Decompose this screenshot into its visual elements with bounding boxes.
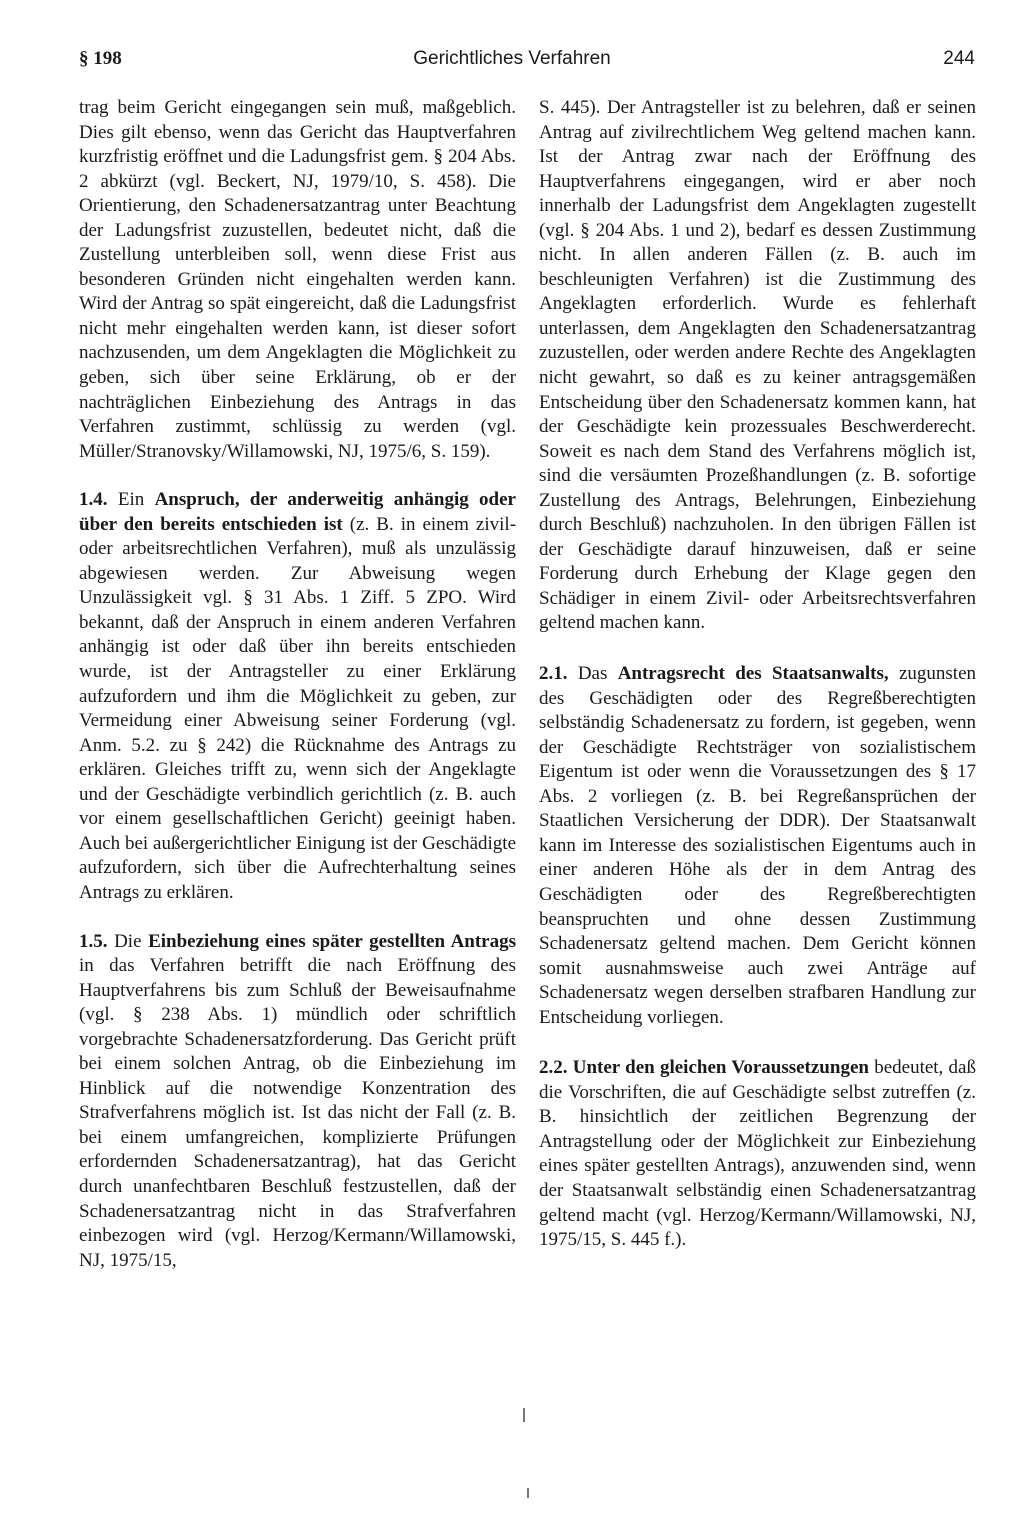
paragraph-keyword: Antragsrecht des Staatsanwalts, [617, 663, 889, 685]
paragraph-lead: Die [114, 930, 142, 952]
paragraph-body: bedeutet, daß die Vorschriften, die auf Geschädigte selbst zutreffen (z. B. hinsichtlich der zeitlichen Begrenzung der Antragstellung oder der Möglichkeit zur Einbeziehung eines später gestellten Antrags), anzuwenden sind, wenn der Staatsanwalt selbständig einen Schadenersatzantrag geltend macht (vgl. Herzog/Kermann/Willamowski, NJ, 1975/15, S. 445 f.). [539, 1057, 976, 1251]
paragraph-lead: Ein [117, 489, 145, 511]
paragraph-keyword: Einbeziehung eines später gestellten Antrags [148, 930, 517, 952]
left-column [79, 96, 516, 1273]
section-marker: § 198 [79, 48, 122, 69]
paragraph-1-5 [79, 930, 516, 1274]
paragraph-body: in das Verfahren betrifft die nach Eröffnung des Hauptverfahrens bis zum Schluß der Beweisaufnahme (vgl. § 238 Abs. 1) mündlich oder schriftlich vorgebrachte Schadenersatzforderung. Das Gericht prüft bei einem solchen Antrag, ob die Einbeziehung im Hinblick auf die notwendige Konzentration des Strafverfahrens möglich ist. Ist das nicht der Fall (z. B. bei einem umfangreichen, komplizierte Prüfungen erfordernden Schadenersatzantrag), hat das Gericht durch unanfechtbaren Beschluß festzustellen, daß der Schadenersatzantrag nicht in das Strafverfahren einbezogen wird (vgl. Herzog/Kermann/Willamowski, NJ, 1975/15, [79, 955, 516, 1271]
paragraph-number: 1.5. [79, 930, 108, 952]
paragraph-continuation: S. 445). Der Antragsteller ist zu belehren, daß er seinen Antrag auf zivilrechtlichem Weg geltend machen kann. Ist der Antrag zwar nach der Eröffnung des Hauptverfahrens eingegangen, wird er aber noch innerhalb der Ladungsfrist dem Angeklagten zugestellt (vgl. § 204 Abs. 1 und 2), bedarf es dessen Zustimmung nicht. In allen anderen Fällen (z. B. auch im beschleunigten Verfahren) ist die Zustimmung des Angeklagten erforderlich. Wurde es fehlerhaft unterlassen, dem Angeklagten den Schadenersatzantrag zuzustellen, oder werden andere Rechte des Angeklagten nicht gewahrt, so daß es zu keiner antragsgemäßen Entscheidung über den Schadenersatz kommen kann, hat der Geschädigte kein prozessuales Beschwerderecht. Soweit es nach dem Stand des Verfahrens möglich ist, sind die versäumten Prozeßhandlungen (z. B. sofortige Zustellung des Antrags, Belehrungen, Einbeziehung durch Beschluß) nachzuholen. In den übrigen Fällen ist der Geschädigte darauf hinzuweisen, daß er seine Forderung durch Erhebung der Klage gegen den Schädiger in einem Zivil- oder Arbeitsrechtsverfahren geltend machen kann. [539, 97, 976, 634]
paragraph-number: 2.2. [539, 1057, 568, 1079]
paragraph-1-4 [79, 488, 516, 905]
scan-speck [523, 1408, 525, 1422]
page-number: 244 [943, 48, 975, 69]
paragraph-body: zugunsten des Geschädigten oder des Regreßberechtigten selbständig Schadenersatz zu fordern, ist gegeben, wenn der Geschädigte Rechtsträger von sozialistischem Eigentum ist oder wenn die Voraussetzungen des § 17 Abs. 2 vorliegen (z. B. bei Regreßansprüchen der Staatlichen Versicherung der DDR). Der Staatsanwalt kann im Interesse des sozialistischen Eigentums auch in einer anderen Höhe als der in dem Antrag des Geschädigten oder des Regreßberechtigten beanspruchten und ohne dessen Zustimmung Schadenersatz geltend machen. Dem Gericht können somit ausnahmsweise auch zwei Anträge auf Schadenersatz wegen derselben strafbaren Handlung zur Entscheidung vorliegen. [539, 663, 977, 1028]
paragraph-continuation: trag beim Gericht eingegangen sein muß, maßgeblich. Dies gilt ebenso, wenn das Gericht das Hauptverfahren kurzfristig eröffnet und die Ladungsfrist gem. § 204 Abs. 2 abkürzt (vgl. Beckert, NJ, 1979/10, S. 458). Die Orientierung, den Schadenersatzantrag unter Beachtung der Ladungsfrist zuzustellen, bedeutet nicht, daß die Zustellung unterbleiben soll, wenn diese Frist aus besonderen Gründen nicht eingehalten werden kann. Wird der Antrag so spät eingereicht, daß die Ladungsfrist nicht mehr eingehalten werden kann, ist dieser sofort nachzusenden, um dem Angeklagten die Möglichkeit zu geben, sich über seine Erklärung, ob er der nachträglichen Einbeziehung des Antrags in das Verfahren zustimmt, schlüssig zu werden (vgl. Müller/Stranovsky/Willamowski, NJ, 1975/6, S. 159). [79, 97, 516, 462]
right-column [539, 96, 976, 1253]
paragraph-number: 2.1. [539, 663, 568, 685]
page-header [0, 44, 1024, 76]
running-title: Gerichtliches Verfahren [413, 48, 611, 69]
paragraph-body: (z. B. in einem zivil- oder arbeitsrechtlichen Verfahren), muß als unzulässig abgewiesen werden. Zur Abweisung wegen Unzulässigkeit vgl. § 31 Abs. 1 Ziff. 5 ZPO. Wird bekannt, daß der Anspruch in einem anderen Verfahren anhängig ist oder daß über ihn bereits entschieden wurde, ist der Antragsteller zu einer Erklärung aufzufordern und ihm die Möglichkeit zu geben, zur Vermeidung einer Abweisung seiner Forderung (vgl. Anm. 5.2. zu § 242) die Rücknahme des Antrags zu erklären. Gleiches trifft zu, wenn sich der Angeklagte und der Geschädigte verbindlich gerichtlich (z. B. auch vor einem gesellschaftlichen Gericht) geeinigt haben. Auch bei außergerichtlicher Einigung ist der Geschädigte aufzufordern, sich über die Aufrechterhaltung seines Antrags zu erklären. [79, 513, 517, 903]
scan-speck [527, 1488, 529, 1498]
paragraph-keyword: Anspruch, der anderweitig anhängig oder über den bereits entschieden ist [79, 489, 516, 535]
paragraph-2-2 [539, 1056, 976, 1252]
paragraph-number: 1.4. [79, 489, 108, 511]
paragraph-lead: Das [577, 663, 608, 685]
paragraph-2-1 [539, 662, 976, 1030]
paragraph-keyword: Unter den gleichen Voraussetzungen [572, 1057, 869, 1079]
